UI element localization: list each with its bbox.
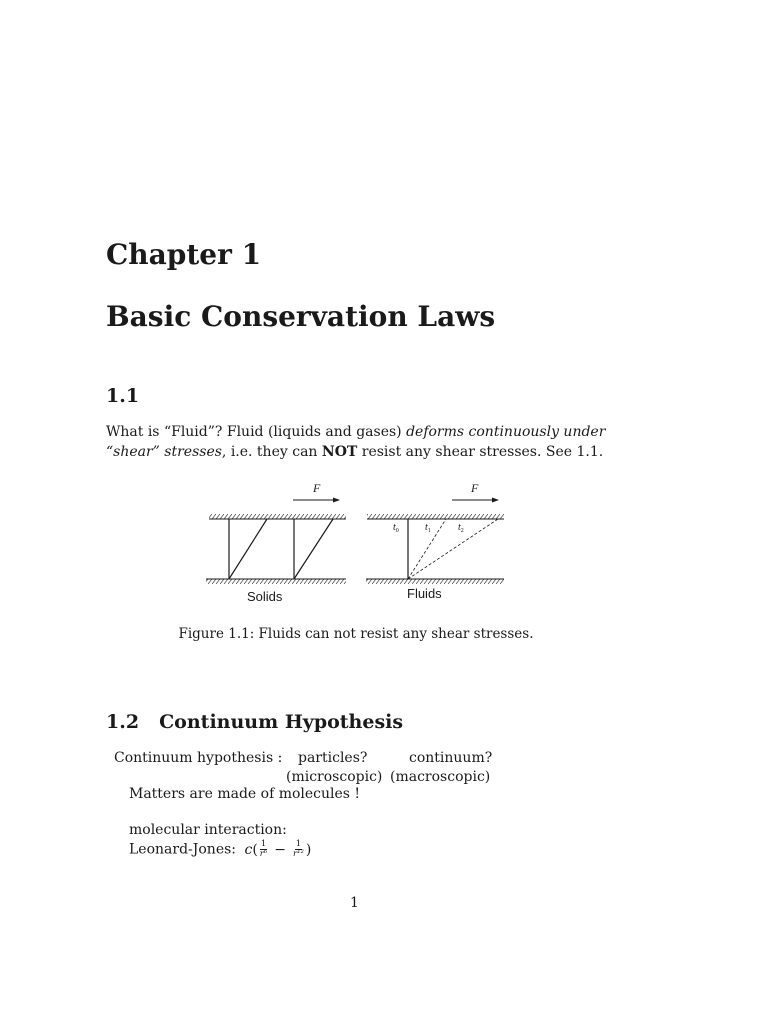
section-1-1-paragraph bbox=[106, 422, 626, 462]
para-text-2: , i.e. they can bbox=[221, 444, 322, 460]
section-1-2-number: 1.2 bbox=[106, 711, 140, 733]
time-label-t1-letter: t bbox=[425, 522, 428, 533]
leonard-jones-line bbox=[129, 840, 311, 859]
matters-line: Matters are made of molecules ! bbox=[129, 786, 361, 802]
fraction-2-numerator: 1 bbox=[295, 839, 302, 849]
section-1-2-title: Continuum Hypothesis bbox=[159, 711, 404, 733]
section-1-2-heading bbox=[106, 711, 403, 733]
solid-sheared-line-2 bbox=[294, 519, 333, 579]
molecular-interaction-line: molecular interaction: bbox=[129, 822, 287, 838]
time-label-t2 bbox=[458, 522, 464, 534]
chapter-label: Chapter 1 bbox=[106, 238, 262, 271]
formula-coefficient: c bbox=[244, 841, 253, 858]
fluids-diagram bbox=[366, 481, 504, 601]
fluid-line-t2 bbox=[408, 519, 498, 579]
option-continuum: continuum? bbox=[409, 750, 493, 766]
solids-top-plate-hatch bbox=[209, 514, 346, 519]
para-bold: NOT bbox=[321, 444, 358, 460]
fluids-force-arrow bbox=[452, 498, 499, 503]
solid-sheared-line-1 bbox=[229, 519, 267, 579]
option-particles: particles? bbox=[298, 750, 368, 766]
fluids-label: Fluids bbox=[407, 586, 442, 601]
para-text-3: resist any shear stresses. See 1.1. bbox=[357, 444, 604, 460]
time-label-t1-sub: 1 bbox=[427, 528, 431, 534]
leonard-jones-formula bbox=[244, 840, 311, 859]
figure-caption: Figure 1.1: Fluids can not resist any shear stresses. bbox=[178, 626, 534, 642]
time-label-t1 bbox=[425, 522, 431, 534]
time-label-t2-sub: 2 bbox=[460, 528, 464, 534]
formula-fraction-2 bbox=[293, 840, 304, 859]
fluids-top-plate-hatch bbox=[367, 514, 504, 519]
solids-diagram bbox=[206, 481, 346, 604]
time-label-t2-letter: t bbox=[458, 522, 461, 533]
shear-diagram bbox=[200, 474, 520, 610]
formula-fraction-1 bbox=[260, 840, 267, 859]
scale-microscopic: (microscopic) bbox=[286, 769, 383, 785]
solids-force-arrow bbox=[293, 498, 340, 503]
leonard-jones-label: Leonard-Jones: bbox=[129, 841, 237, 858]
scale-macroscopic: (macroscopic) bbox=[390, 769, 491, 785]
formula-open-paren: ( bbox=[252, 841, 258, 858]
para-emphasis: deforms continuously under “shear” stresses bbox=[106, 424, 606, 460]
figure-1-1 bbox=[200, 474, 520, 610]
formula-minus: − bbox=[274, 841, 286, 858]
fraction-2-denominator: r¹² bbox=[293, 849, 304, 859]
time-label-t0-letter: t bbox=[393, 522, 396, 533]
formula-close-paren: ) bbox=[305, 841, 312, 858]
time-label-t0-sub: 0 bbox=[395, 528, 399, 534]
solids-label: Solids bbox=[247, 589, 283, 604]
solids-force-label: F bbox=[313, 481, 321, 495]
chapter-title: Basic Conservation Laws bbox=[106, 300, 496, 333]
page-number: 1 bbox=[350, 895, 359, 911]
time-label-t0 bbox=[393, 522, 399, 534]
continuum-hypothesis-label: Continuum hypothesis : bbox=[114, 750, 283, 766]
fraction-1-numerator: 1 bbox=[260, 839, 267, 849]
section-1-1-heading: 1.1 bbox=[106, 385, 140, 407]
solids-bottom-plate-hatch bbox=[206, 579, 346, 584]
fraction-1-denominator: r⁶ bbox=[259, 849, 268, 859]
para-text-1: What is “Fluid”? Fluid (liquids and gases) bbox=[106, 424, 407, 440]
fluids-bottom-plate-hatch bbox=[366, 579, 504, 584]
fluids-force-label: F bbox=[471, 481, 479, 495]
